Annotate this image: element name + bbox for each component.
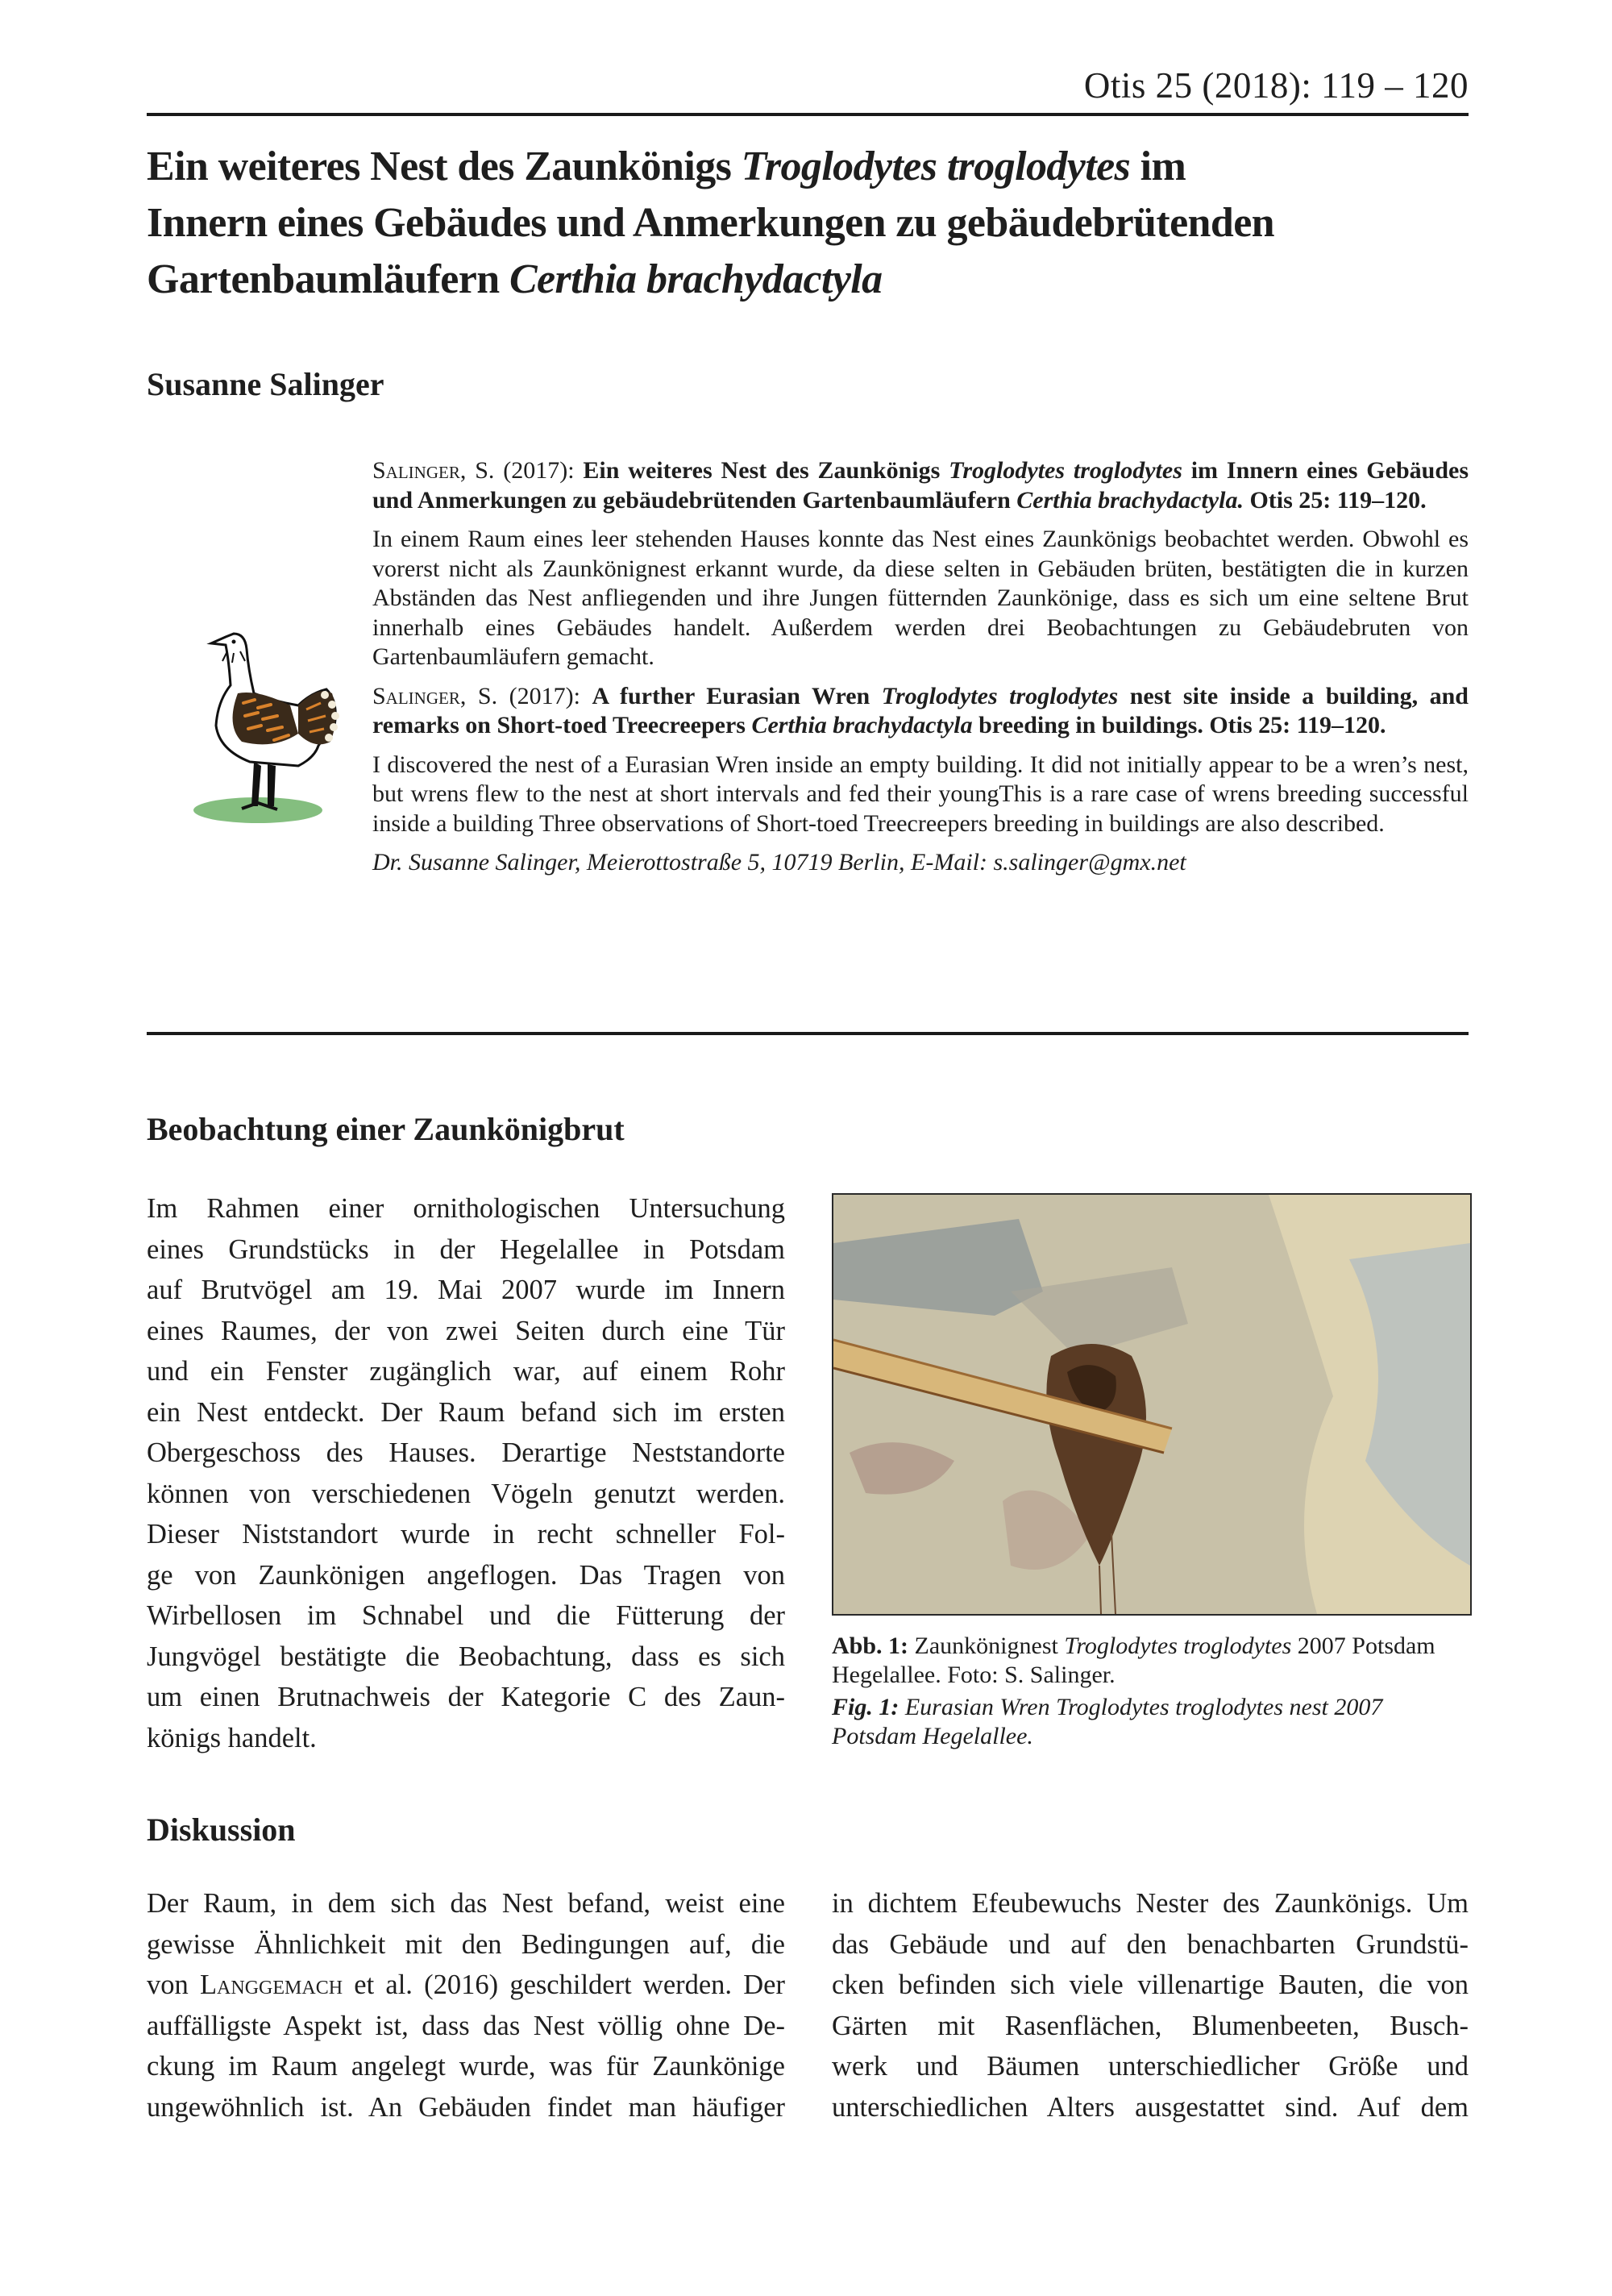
- text-line: Gärten mit Rasenflächen, Blumenbeeten, Busch-: [832, 2010, 1469, 2041]
- abstract-de-citation: Salinger, S. (2017): Ein weiteres Nest des Zaunkönigs Troglodytes troglodytes im Innern eines Gebäudes und Anmerkungen zu gebäudebrütenden Gartenbaumläufern Certhia brachydactyla. Otis 25: 119–120.: [372, 457, 1469, 514]
- text-line: Der Raum, in dem sich das Nest befand, weist eine: [147, 1888, 785, 1919]
- running-head: Otis 25 (2018): 119 – 120: [1083, 65, 1469, 106]
- text-line: königs handelt.: [147, 1722, 317, 1753]
- text-line: gewisse Ähnlichkeit mit den Bedingungen auf, die: [147, 1928, 785, 1960]
- caption-en: Fig. 1: Eurasian Wren Troglodytes troglodytes nest 2007 Potsdam Hegelallee.: [832, 1694, 1383, 1749]
- text-line: cken befinden sich viele villenartige Bauten, die von: [832, 1969, 1469, 2000]
- text-line: und ein Fenster zugänglich war, auf einem Rohr: [147, 1356, 785, 1387]
- text-line: Im Rahmen einer ornithologischen Untersuchung: [147, 1193, 785, 1224]
- author-address: Dr. Susanne Salinger, Meierottostraße 5, 10719 Berlin, E-Mail: s.salinger@gmx.net: [372, 849, 1186, 876]
- figure-caption: [832, 1632, 1469, 1754]
- text-line: eines Raumes, der von zwei Seiten durch eine Tür: [147, 1315, 785, 1346]
- text-line: Jungvögel bestätigte die Beobachtung, dass es sich: [147, 1641, 785, 1672]
- text-line: von Langgemach et al. (2016) geschildert werden. Der: [147, 1969, 785, 2000]
- section-heading-beobachtung: Beobachtung einer Zaunkönigbrut: [147, 1111, 625, 1147]
- title-line-1: Ein weiteres Nest des Zaunkönigs Troglodytes troglodytes im: [147, 144, 1186, 189]
- text-line: ein Nest entdeckt. Der Raum befand sich im ersten: [147, 1396, 785, 1428]
- figure-photo-wren-nest: [832, 1193, 1472, 1616]
- text-line: auf Brutvögel am 19. Mai 2007 wurde im Innern: [147, 1275, 785, 1305]
- citation-author: Langgemach: [199, 1969, 343, 2000]
- section-heading-diskussion: Diskussion: [147, 1811, 296, 1848]
- text-line: das Gebäude und auf den benachbarten Grundstü-: [832, 1928, 1469, 1960]
- article-title: [147, 139, 1469, 308]
- text-line: eines Grundstücks in der Hegelallee in Potsdam: [147, 1233, 785, 1265]
- text-line: ckung im Raum angelegt wurde, was für Zaunkönige: [147, 2051, 785, 2082]
- beobachtung-paragraph: [147, 1188, 785, 1758]
- text-line: ungewöhnlich ist. An Gebäuden findet man häufiger: [147, 2091, 785, 2123]
- abstract-rule: [147, 1032, 1469, 1035]
- diskussion-right-column: [832, 1883, 1469, 2128]
- abstract-de-text: In einem Raum eines leer stehenden Hauses konnte das Nest eines Zaunkönigs beobachtet werden. Obwohl es vorerst nicht als Zaunkönignest erkannt wurde, da diese selten in Gebäuden brüten, bestätigten die in kurzen Abständen das Nest anfliegenden und ihre Jungen fütternden Zaunkönige, dass es sich um eine seltene Brut innerhalb eines Gebäudes handelt. Außerdem werden drei Beobachtungen zu Gebäudebruten von Gartenbaumläufern gemacht.: [372, 526, 1469, 670]
- title-line-2: Innern eines Gebäudes und Anmerkungen zu gebäudebrütenden: [147, 200, 1274, 246]
- diskussion-left-column: [147, 1883, 785, 2128]
- header-rule: [147, 113, 1469, 116]
- text-line: ge von Zaunkönigen angeflogen. Das Tragen von: [147, 1559, 785, 1591]
- text-line: Wirbellosen im Schnabel und die Fütterung der: [147, 1600, 785, 1631]
- text-line: um einen Brutnachweis der Kategorie C des Zaun-: [147, 1682, 785, 1712]
- text-line: werk und Bäumen unterschiedlicher Größe und: [832, 2051, 1469, 2082]
- author-name: Susanne Salinger: [147, 366, 384, 402]
- abstract-en-text: I discovered the nest of a Eurasian Wren inside an empty building. It did not initially appear to be a wren’s nest, but wrens flew to the nest at short intervals and fed their youngThis is a rare case of wrens breeding successful inside a building Three observations of Short-toed Treecreepers breeding in buildings are also described.: [372, 751, 1469, 837]
- abstract-en-citation: Salinger, S. (2017): A further Eurasian Wren Troglodytes troglodytes nest site inside a building, and remarks on Short-toed Treecreepers Certhia brachydactyla breeding in buildings. Otis 25: 119–120.: [372, 682, 1469, 738]
- text-line: unterschiedlichen Alters ausgestattet sind. Auf dem: [832, 2091, 1469, 2123]
- text-line: Dieser Niststandort wurde in recht schneller Fol-: [147, 1519, 785, 1549]
- abstract-block: [372, 456, 1469, 888]
- text-line: Obergeschoss des Hauses. Derartige Neststandorte: [147, 1437, 785, 1468]
- title-line-3: Gartenbaumläufern Certhia brachydactyla: [147, 256, 883, 302]
- caption-de: Abb. 1: Zaunkönignest Troglodytes troglodytes 2007 Potsdam Hegelallee. Foto: S. Salinger.: [832, 1633, 1435, 1688]
- text-line: können von verschiedenen Vögeln genutzt werden.: [147, 1478, 785, 1509]
- text-line: auffälligste Aspekt ist, dass das Nest völlig ohne De-: [147, 2010, 785, 2041]
- text-line: in dichtem Efeubewuchs Nester des Zaunkönigs. Um: [832, 1888, 1469, 1919]
- great-bustard-logo-icon: [177, 613, 347, 830]
